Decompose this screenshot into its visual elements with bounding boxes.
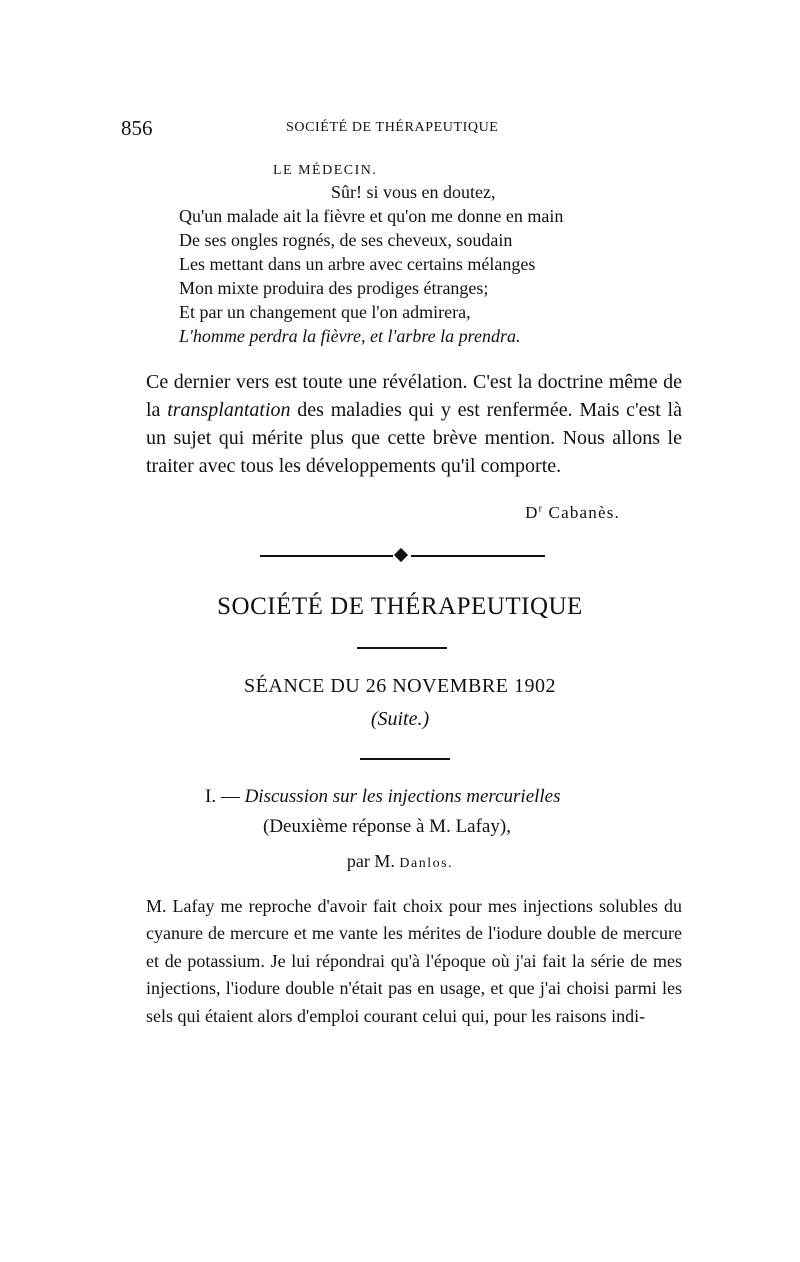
page-number: 856 [121,116,153,140]
article-number: I. — [205,786,245,807]
signature-prefix: $D^r$ [525,503,544,522]
article-body: M. Lafay me reproche d'avoir fait choix pour mes injections solubles du cyanure de mercure et me vante les mérites de l'iodure double de mercure et de potassium. Je lui répondrai qu'à l'époque où j'ai fait la série de mes injections, l'iodure double n'était pas en usage, et que j'ai choisi parmi les sels qui étaient alors d'emploi courant celui qui, pour les raisons indi- [146,896,682,1026]
commentary-paragraph [146,368,682,480]
article-author: Danlos. [399,856,454,871]
article-by: par M. [346,851,400,871]
suite-label: (Suite.) [370,708,430,730]
verse-speaker: LE MÉDECIN. [273,163,378,178]
running-title: SOCIÉTÉ DE THÉRAPEUTIQUE [286,120,499,135]
running-head [0,116,800,146]
verse-line: Les mettant dans un arbre avec certains mélanges [179,254,536,274]
article-title: Discussion sur les injections mercurielles [244,786,561,807]
signature-name: Cabanès. [548,503,620,522]
session-rule [360,758,450,760]
signature [525,503,620,523]
commentary-text-b: des maladies qui y est renfermée. Mais c'est là un sujet qui mérite plus que cette brève mention. Nous allons le traiter avec tous les développements qu'il comporte. [146,399,682,477]
article-subtitle: (Deuxième réponse à M. Lafay), [263,816,511,837]
session-title: SÉANCE DU 26 NOVEMBRE 1902 [244,675,556,697]
verse-line: Et par un changement que l'on admirera, [179,302,471,322]
commentary-italic: transplantation [167,399,291,421]
verse-block [179,204,699,348]
title-rule [357,647,447,649]
diamond-icon [394,548,408,562]
verse-line: Qu'un malade ait la fièvre et qu'on me donne en main [179,206,564,226]
verse-first-line: Sûr! si vous en doutez, [331,182,496,202]
verse-last-line: L'homme perdra la fièvre, et l'arbre la prendra. [179,326,521,346]
section-divider-ornament [260,549,545,563]
signature-prefix-sup: r [538,503,544,515]
verse-line: Mon mixte produira des prodiges étranges; [179,278,489,298]
article-author-line [0,851,800,872]
commentary-text-a: Ce dernier vers est toute une révélation. C'est la doctrine même de la [146,371,682,421]
verse-line: De ses ongles rognés, de ses cheveux, soudain [179,230,513,250]
article-heading [205,786,561,808]
society-title: SOCIÉTÉ DE THÉRAPEUTIQUE [217,593,583,620]
